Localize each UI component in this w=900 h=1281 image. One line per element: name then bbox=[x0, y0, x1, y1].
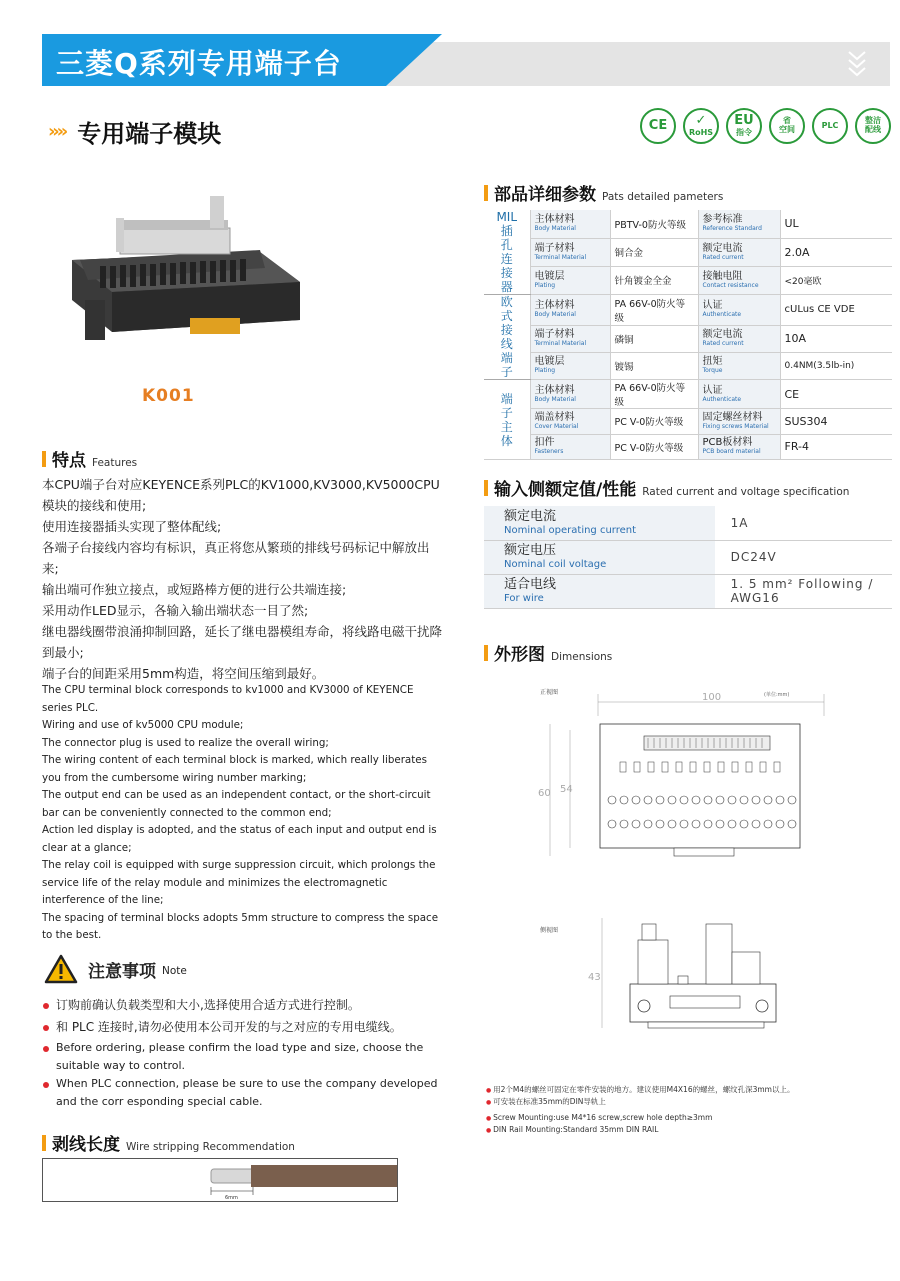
table-row: 欧 式 接 线 端 子 主体材料 Body Material PA 66V-0防火等级 认证 Authenticate cULus CE VDE bbox=[484, 295, 892, 326]
product-image bbox=[60, 190, 310, 360]
wire-strip-drawing bbox=[43, 1159, 397, 1201]
heading-bar bbox=[42, 1135, 46, 1151]
params-title-zh: 部品详细参数 bbox=[494, 185, 596, 205]
dim-note-item: ● 可安装在标准35mm的DIN导轨上 bbox=[486, 1096, 886, 1108]
feature-en-item: The spacing of terminal blocks adopts 5mm structure to compress the space to the best. bbox=[42, 911, 439, 941]
params-title-en: Pats detailed pameters bbox=[602, 191, 724, 203]
rohs-badge-icon: ✓ RoHS bbox=[683, 108, 719, 144]
strip-title-en: Wire stripping Recommendation bbox=[126, 1141, 295, 1153]
banner-grey-band bbox=[380, 42, 890, 86]
height-54-label: 54 bbox=[560, 784, 573, 795]
table-row: 扣件 Fasteners PC V-0防火等级 PCB板材料 PCB board material FR-4 bbox=[484, 434, 892, 460]
chevron-down-icon bbox=[846, 48, 868, 78]
feature-en-item: Action led display is adopted, and the status of each input and output end is clear at a glance; bbox=[42, 824, 437, 854]
dimension-drawing bbox=[484, 680, 892, 1080]
params-heading bbox=[484, 180, 723, 205]
features-title-en: Features bbox=[92, 457, 138, 469]
dim-note-item: ● Screw Mounting:use M4*16 screw,screw hole depth≥3mm bbox=[486, 1112, 886, 1124]
dims-heading bbox=[484, 640, 612, 665]
note-item: 和 PLC 连接时,请勿必使用本公司开发的与之对应的专用电缆线。 bbox=[42, 1017, 442, 1038]
eu-badge-icon: EU 指令 bbox=[726, 108, 762, 144]
features-heading bbox=[42, 446, 137, 471]
table-row: 端盖材料 Cover Material PC V-0防火等级 固定螺丝材料 Fixing screws Material SUS304 bbox=[484, 409, 892, 435]
param-group-label: MIL 插 孔 连 接 器 bbox=[484, 210, 530, 295]
feature-zh-item: 使用连接器插头实现了整体配线; bbox=[42, 519, 222, 534]
features-title-zh: 特点 bbox=[52, 451, 86, 471]
feature-zh-item: 端子台的间距采用5mm构造，将空间压缩到最好。 bbox=[42, 666, 325, 681]
table-row: 适合电线 For wire 1. 5 mm² Following / AWG16 bbox=[484, 574, 892, 608]
cert-badges bbox=[640, 108, 891, 144]
note-item: When PLC connection, please be sure to use the company developed and the corr esponding special cable. bbox=[42, 1075, 442, 1110]
rated-title-en: Rated current and voltage specification bbox=[642, 486, 850, 498]
feature-en-item: The CPU terminal block corresponds to kv1000 and KV3000 of KEYENCE series PLC. bbox=[42, 684, 414, 714]
table-row: 端子材料 Terminal Material 磷铜 额定电流 Rated current 10A bbox=[484, 325, 892, 352]
param-group-label: 欧 式 接 线 端 子 bbox=[484, 295, 530, 380]
feature-zh-item: 输出端可作独立接点，或短路棒方便的进行公共端连接; bbox=[42, 582, 347, 597]
feature-en-item: The wiring content of each terminal block is marked, which really liberates you from the cumbersome wiring number marking; bbox=[42, 754, 427, 784]
feature-zh-item: 采用动作LED显示，各输入输出端状态一目了然; bbox=[42, 603, 309, 618]
height-60-label: 60 bbox=[538, 788, 551, 799]
table-row: 电镀层 Plating 镀锡 扭矩 Torque 0.4NM(3.5lb-in) bbox=[484, 352, 892, 379]
feature-en-item: The connector plug is used to realize the overall wiring; bbox=[42, 736, 329, 749]
heading-bar bbox=[484, 185, 488, 201]
plc-badge-icon: PLC bbox=[812, 108, 848, 144]
param-group-label: 端 子 主 体 bbox=[484, 380, 530, 460]
heading-bar bbox=[42, 451, 46, 467]
feature-en-item: The relay coil is equipped with surge suppression circuit, which prolongs the service life of the relay module and minimizes the electromagnetic interference of the line; bbox=[42, 859, 436, 906]
params-table bbox=[484, 210, 892, 460]
note-item: Before ordering, please confirm the load type and size, choose the suitable way to control. bbox=[42, 1039, 442, 1074]
heading-bar bbox=[484, 480, 488, 496]
dims-title-en: Dimensions bbox=[551, 651, 613, 663]
feature-en-item: Wiring and use of kv5000 CPU module; bbox=[42, 719, 244, 731]
strip-title-zh: 剥线长度 bbox=[52, 1135, 120, 1155]
side-view-label: 侧视图 bbox=[540, 927, 559, 934]
note-title-zh: 注意事项 bbox=[88, 961, 156, 982]
cert-marks: cULus CE VDE bbox=[780, 295, 892, 326]
strip-length-label: 6mm bbox=[225, 1195, 238, 1201]
warning-icon bbox=[44, 954, 78, 984]
ce-badge-icon: CE bbox=[640, 108, 676, 144]
strip-heading bbox=[42, 1130, 295, 1155]
table-row: 额定电压 Nominal coil voltage DC24V bbox=[484, 540, 892, 574]
front-view-label: 正视图 bbox=[540, 689, 559, 696]
table-row: 电镀层 Plating 针角镀金全金 接触电阻 Contact resistance <20毫欧 bbox=[484, 266, 892, 294]
product-model: K001 bbox=[142, 386, 195, 406]
section-heading bbox=[48, 114, 221, 149]
width-dimension: 100 bbox=[702, 692, 722, 703]
dimension-notes bbox=[486, 1084, 886, 1136]
table-row: 端 子 主 体 主体材料 Body Material PA 66V-0防火等级 认证 Authenticate CE bbox=[484, 380, 892, 409]
unit-label: (单位:mm) bbox=[764, 692, 790, 698]
neat-wiring-badge-icon: 整洁 配线 bbox=[855, 108, 891, 144]
section-title: 专用端子模块 bbox=[77, 120, 222, 148]
header-banner bbox=[0, 34, 890, 86]
feature-zh-item: 继电器线圈带浪涌抑制回路，延长了继电器模组寿命，将线路电磁干扰降到最小; bbox=[42, 624, 443, 660]
rated-table bbox=[484, 506, 892, 609]
rated-title-zh: 输入侧额定值/性能 bbox=[494, 480, 637, 500]
note-heading bbox=[44, 954, 187, 984]
dim-note-item: ● DIN Rail Mounting:Standard 35mm DIN RAIL bbox=[486, 1124, 886, 1136]
page-title: 三菱Q系列专用端子台 bbox=[56, 47, 342, 80]
table-row: 额定电流 Nominal operating current 1A bbox=[484, 506, 892, 540]
note-list bbox=[42, 995, 442, 1111]
feature-zh-item: 本CPU端子台对应KEYENCE系列PLC的KV1000,KV3000,KV5000CPU模块的接线和使用; bbox=[42, 477, 440, 513]
double-arrow-icon: »» bbox=[48, 121, 66, 142]
features-text-zh bbox=[42, 474, 442, 684]
dims-title-zh: 外形图 bbox=[494, 645, 545, 665]
heading-bar bbox=[484, 645, 488, 661]
note-item: 订购前确认负载类型和大小,选择使用合适方式进行控制。 bbox=[42, 995, 442, 1016]
feature-en-item: The output end can be used as an independent contact, or the short-circuit bar can be conveniently connected to the common end; bbox=[42, 789, 431, 819]
feature-zh-item: 各端子台接线内容均有标识，真正将您从繁琐的排线号码标记中解放出来; bbox=[42, 540, 430, 576]
table-row: 端子材料 Terminal Material 铜合金 额定电流 Rated current 2.0A bbox=[484, 238, 892, 266]
wire-strip-diagram bbox=[42, 1158, 398, 1202]
table-row: MIL 插 孔 连 接 器 主体材料 Body Material PBTV-0防火等级 参考标准 Reference Standard UL bbox=[484, 210, 892, 238]
height-43-label: 43 bbox=[588, 972, 601, 983]
rated-heading bbox=[484, 475, 849, 500]
space-saving-badge-icon: 省 空间 bbox=[769, 108, 805, 144]
note-title-en: Note bbox=[162, 965, 187, 977]
dim-note-item: ● 用2个M4的螺丝可固定在零件安装的地方。建议使用M4X16的螺丝，螺纹孔深3mm以上。 bbox=[486, 1084, 886, 1096]
features-text-en bbox=[42, 682, 442, 945]
